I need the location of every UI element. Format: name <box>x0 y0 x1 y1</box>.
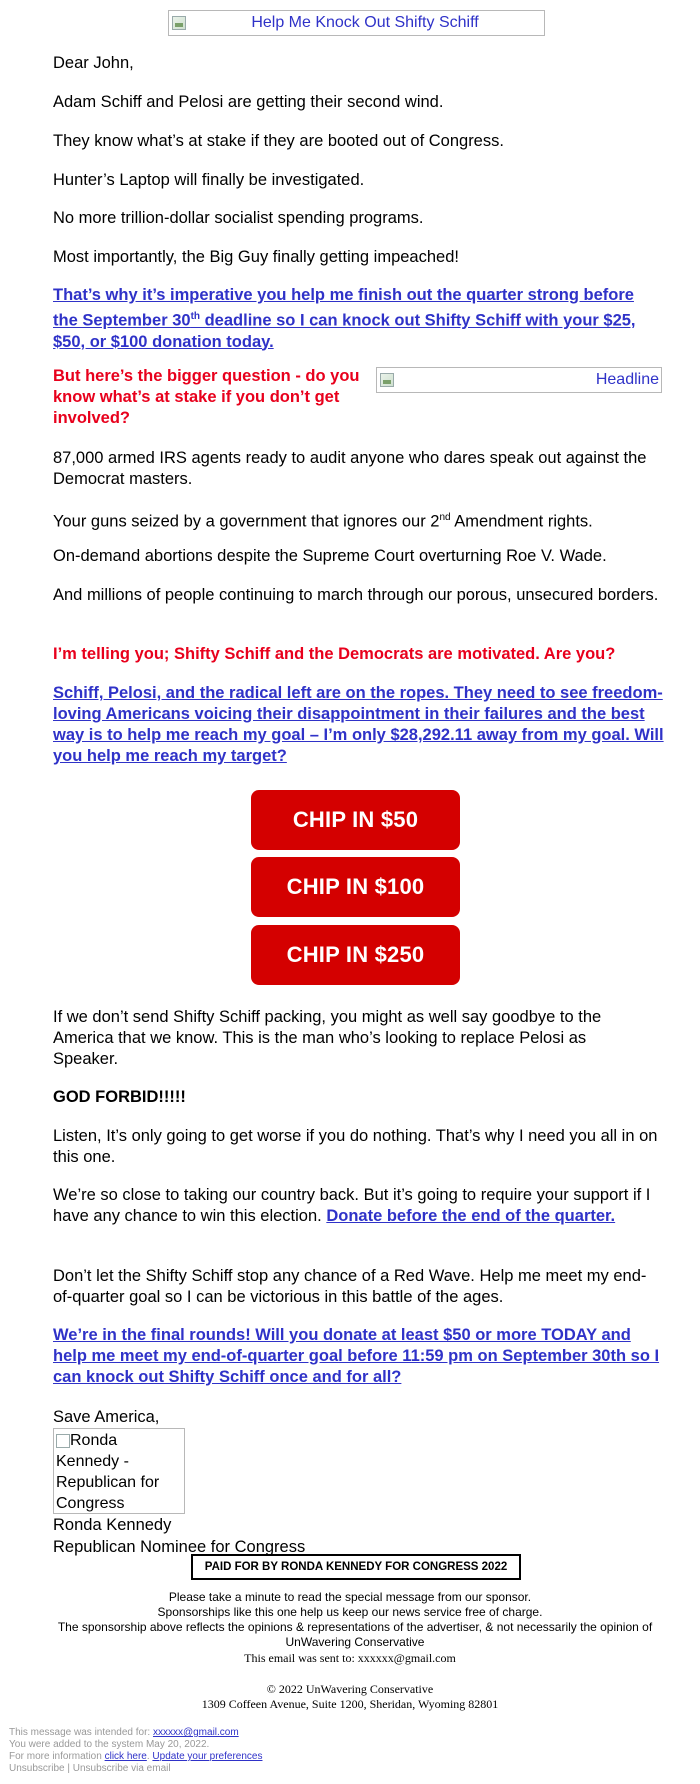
sponsor-line-1: Please take a minute to read the special message from our sponsor. <box>168 1590 532 1604</box>
paragraph-2: They know what’s at stake if they are booted out of Congress. <box>53 132 504 150</box>
motivated-line: I’m telling you; Shifty Schiff and the Democrats are motivated. Are you? <box>53 645 616 663</box>
chip-in-100-button[interactable]: CHIP IN $100 <box>251 857 460 917</box>
paragraph-12: We’re so close to taking our country back. But it’s going to require your support if I have any chance to win this election. Donate before the end of the quarter. <box>53 1186 651 1225</box>
unsubscribe-email-link[interactable]: Unsubscribe via email <box>72 1763 171 1774</box>
paragraph-4: No more trillion-dollar socialist spending programs. <box>53 209 424 227</box>
headline-image-alt: Headline <box>595 371 659 388</box>
bigger-question: But here’s the bigger question - do you know what’s at stake if you don’t get involved? <box>53 367 360 427</box>
donate-link-3[interactable]: We’re in the final rounds! Will you donate at least $50 or more TODAY and help me meet my end-of-quarter goal before 11:59 pm on September 30th so I can knock out Shifty Schiff once and for all? <box>53 1326 660 1386</box>
paragraph-11: Listen, It’s only going to get worse if you do nothing. That’s why I need you all in on this one. <box>53 1127 658 1166</box>
footer-more-info: For more information click here. Update your preferences <box>9 1751 263 1762</box>
header-image-alt: Help Me Knock Out Shifty Schiff <box>251 14 479 31</box>
broken-image-icon <box>172 16 186 30</box>
signer-title: Republican Nominee for Congress <box>53 1538 306 1556</box>
signoff: Save America, <box>53 1408 160 1426</box>
unsubscribe-link[interactable]: Unsubscribe <box>9 1763 65 1774</box>
paragraph-7: Your guns seized by a government that ignores our 2nd Amendment rights. <box>53 512 593 531</box>
copyright: © 2022 UnWavering Conservative <box>266 1682 434 1696</box>
donate-link-2[interactable]: Schiff, Pelosi, and the radical left are on the ropes. They need to see freedom-loving Americans voicing their disappointment in their failures and the best way is to help me reach my goal – I’m only $28,292.11 away from my goal. Will you help me reach my target? <box>53 684 664 765</box>
paid-for-disclaimer: PAID FOR BY RONDA KENNEDY FOR CONGRESS 2022 <box>191 1554 521 1580</box>
signature-image <box>53 1428 185 1514</box>
footer-added: You were added to the system May 20, 2022. <box>9 1739 210 1750</box>
intended-email-link[interactable]: xxxxxx@gmail.com <box>152 1727 239 1738</box>
sponsor-line-2: Sponsorships like this one help us keep our news service free of charge. <box>157 1605 543 1619</box>
donate-before-end-link[interactable]: Donate before the end of the quarter. <box>326 1207 616 1225</box>
donate-link-1[interactable]: That’s why it’s imperative you help me finish out the quarter strong before the September 30th deadline so I can knock out Shifty Schiff with your $25, $50, or $100 donation today. <box>53 286 636 351</box>
god-forbid: GOD FORBID!!!!! <box>53 1088 186 1106</box>
signature-image-alt: Ronda Kennedy - Republican for Congress <box>56 1432 160 1512</box>
broken-image-icon <box>56 1434 70 1448</box>
sponsor-line-3: The sponsorship above reflects the opinions & representations of the advertiser, & not necessarily the opinion of UnWavering Conservative <box>57 1620 653 1649</box>
greeting: Dear John, <box>53 54 134 72</box>
footer-unsubscribe: Unsubscribe | Unsubscribe via email <box>9 1763 171 1774</box>
footer-intended: This message was intended for: xxxxxx@gmail.com <box>9 1727 239 1738</box>
paragraph-1: Adam Schiff and Pelosi are getting their second wind. <box>53 93 444 111</box>
header-image[interactable] <box>168 10 545 36</box>
chip-in-50-button[interactable]: CHIP IN $50 <box>251 790 460 850</box>
sent-to: This email was sent to: xxxxxx@gmail.com <box>244 1651 456 1665</box>
paragraph-8: On-demand abortions despite the Supreme Court overturning Roe V. Wade. <box>53 547 607 565</box>
broken-image-icon <box>380 373 394 387</box>
paragraph-9: And millions of people continuing to march through our porous, unsecured borders. <box>53 586 659 604</box>
paragraph-5: Most importantly, the Big Guy finally getting impeached! <box>53 248 459 266</box>
paragraph-13: Don’t let the Shifty Schiff stop any chance of a Red Wave. Help me meet my end-of-quarter goal so I can be victorious in this battle of the ages. <box>53 1267 647 1306</box>
chip-in-250-button[interactable]: CHIP IN $250 <box>251 925 460 985</box>
signer-name: Ronda Kennedy <box>53 1516 172 1534</box>
paragraph-6: 87,000 armed IRS agents ready to audit anyone who dares speak out against the Democrat masters. <box>53 449 647 488</box>
paragraph-10: If we don’t send Shifty Schiff packing, you might as well say goodbye to the America that we know. This is the man who’s looking to replace Pelosi as Speaker. <box>53 1008 602 1068</box>
address: 1309 Coffeen Avenue, Suite 1200, Sheridan, Wyoming 82801 <box>201 1697 499 1711</box>
update-preferences-link[interactable]: Update your preferences <box>152 1751 263 1762</box>
paragraph-3: Hunter’s Laptop will finally be investigated. <box>53 171 365 189</box>
click-here-link[interactable]: click here <box>104 1751 147 1762</box>
headline-image[interactable] <box>376 367 662 393</box>
